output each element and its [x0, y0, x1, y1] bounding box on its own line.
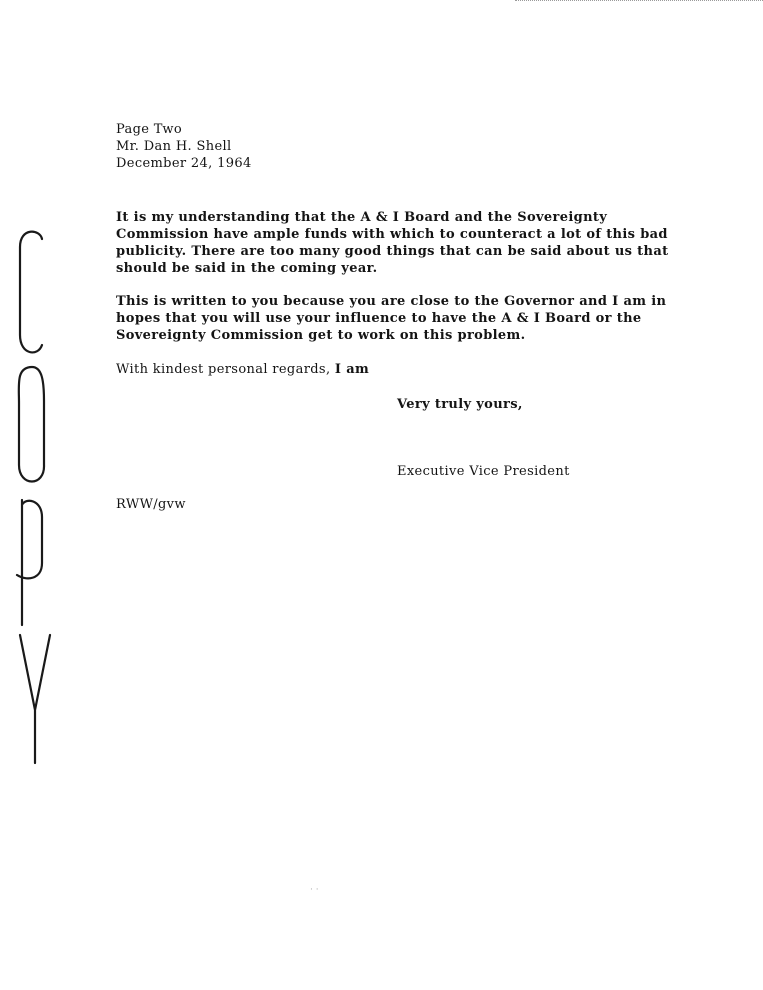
letter-body — [116, 121, 706, 512]
letter-header — [116, 121, 706, 172]
signature-title: Executive Vice President — [397, 464, 570, 479]
copy-stamp — [12, 225, 52, 770]
letter-date: December 24, 1964 — [116, 156, 252, 171]
closing-line-prefix: With kindest personal regards, — [116, 362, 331, 377]
stamp-letter-c — [20, 232, 42, 353]
paragraph-1: It is my understanding that the A & I Board and the Sovereignty Commission have ample funds with which to counteract a lot of this bad publicity. There are too many good things that can be said about us that should be said in the coming year. — [116, 210, 669, 276]
page-label: Page Two — [116, 122, 183, 137]
stamp-letter-p — [17, 500, 42, 625]
stamp-letter-o — [19, 367, 44, 482]
closing-line-suffix: I am — [334, 362, 370, 377]
scan-specks: · · — [310, 885, 319, 895]
top-edge-dots — [515, 0, 763, 3]
stamp-letter-y — [20, 635, 50, 763]
valediction: Very truly yours, — [397, 397, 523, 412]
recipient-name: Mr. Dan H. Shell — [116, 139, 232, 154]
closing-line — [116, 361, 369, 378]
paragraph-2: This is written to you because you are close to the Governor and I am in hopes that you will use your influence to have the A & I Board or the Sovereignty Commission get to work on this problem. — [116, 294, 667, 343]
copy-stamp-graphic — [12, 225, 52, 770]
reference-initials: RWW/gvw — [116, 497, 186, 512]
